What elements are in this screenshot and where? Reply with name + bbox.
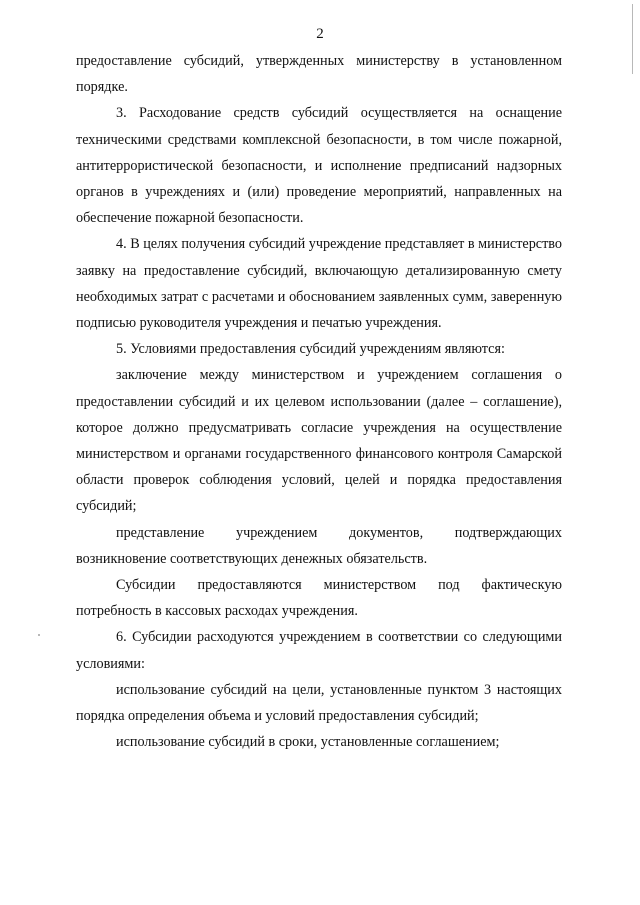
paragraph-subsidy-provision: Субсидии предоставляются министерством под фактическую потребность в кассовых расходах учреждения. — [76, 577, 562, 620]
page-number: 2 — [316, 26, 324, 42]
document-body — [76, 48, 562, 755]
paragraph-condition-documents: представление учреждением документов, подтверждающих возникновение соответствующих денежных обязательств. — [76, 524, 562, 567]
paragraph-item-5: 5. Условиями предоставления субсидий учреждениям являются: — [116, 341, 505, 358]
paragraph-item-6: 6. Субсидии расходуются учреждением в соответствии со следующими условиями: — [76, 629, 562, 672]
scan-edge-mark — [632, 4, 633, 74]
paragraph-item-4: 4. В целях получения субсидий учреждение представляет в министерство заявку на предоставление субсидий, включающую детализированную смету необходимых затрат с расчетами и обоснованием заявленных сумм, заверенную подписью руководителя учреждения и печатью учреждения. — [76, 236, 562, 332]
paragraph-condition-terms: использование субсидий в сроки, установленные соглашением; — [116, 734, 500, 751]
scan-dot-mark — [38, 634, 40, 636]
paragraph-continuation: предоставление субсидий, утвержденных министерству в установленном порядке. — [76, 53, 562, 96]
paragraph-condition-purpose: использование субсидий на цели, установленные пунктом 3 настоящих порядка определения объема и условий предоставления субсидий; — [76, 681, 562, 725]
paragraph-item-3: 3. Расходование средств субсидий осуществляется на оснащение техническими средствами комплексной безопасности, в том числе пожарной, антитеррористической безопасности, и исполнение предписаний надзорных органов в учреждениях и (или) проведение мероприятий, направленных на обеспечение пожарной безопасности. — [76, 105, 562, 227]
paragraph-condition-agreement: заключение между министерством и учреждением соглашения о предоставлении субсидий и их целевом использовании (далее – соглашение), которое должно предусматривать согласие учреждения на осуществление министерством и органами государственного финансового контроля Самарской области проверок соблюдения условий, целей и порядка предоставления субсидий; — [76, 367, 562, 515]
